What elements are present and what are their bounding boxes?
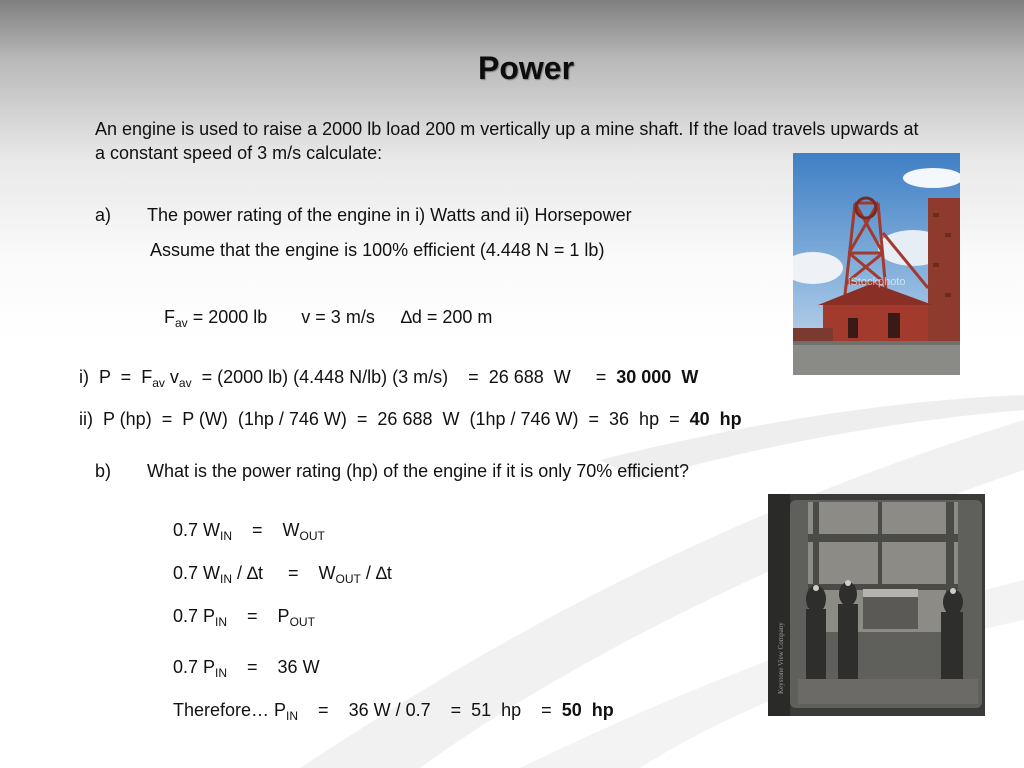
velocity-value: v = 3 m/s	[301, 307, 375, 327]
eq2-left: 0.7 W	[173, 563, 221, 583]
equation-2	[173, 563, 392, 586]
problem-statement: An engine is used to raise a 2000 lb load 200 m vertically up a mine shaft. If the load travels upwards at a constant speed of 3 m/s calculate:	[95, 119, 919, 163]
equation-5	[173, 700, 614, 723]
eq2-end: / ∆t	[360, 563, 392, 583]
answer-70-percent: 50 hp	[561, 700, 614, 720]
eq2-mid: / ∆t = W	[232, 563, 336, 583]
calc-watts-sub1: av	[152, 376, 165, 390]
eq3-mid: = P	[227, 606, 290, 626]
delta-symbol: ∆	[400, 307, 412, 327]
part-b-question: What is the power rating (hp) of the engine if it is only 70% efficient?	[147, 461, 689, 481]
answer-hp: 40 hp	[689, 409, 742, 429]
miners-photo	[768, 494, 985, 716]
eq4-end: = 36 W	[227, 657, 320, 677]
equation-3	[173, 606, 315, 629]
calc-hp-start: ii) P (hp) = P (W) (1hp / 746 W) = 26 688 W (1hp / 746 W) = 36 hp =	[79, 409, 690, 429]
eq5-left: Therefore… P	[173, 700, 287, 720]
eq5-mid: = 36 W / 0.7 = 51 hp =	[298, 700, 562, 720]
calc-watts-sub2: av	[178, 376, 192, 390]
part-a-question: The power rating of the engine in i) Watts and ii) Horsepower	[147, 205, 632, 225]
calc-watts-start: i) P = F	[79, 367, 153, 387]
force-value: = 2000 lb	[187, 307, 268, 327]
watermark-text: iStockphoto	[848, 276, 906, 288]
calc-hp-line	[79, 409, 742, 430]
eq1-left: 0.7 W	[173, 520, 221, 540]
eq1-mid: = W	[232, 520, 300, 540]
equation-4	[173, 657, 320, 680]
eq2-left-sub: IN	[220, 572, 233, 586]
eq3-right-sub: OUT	[289, 615, 315, 629]
eq2-right-sub: OUT	[335, 572, 361, 586]
stereograph-caption: Keystone View Company	[777, 622, 785, 694]
answer-watts: 30 000 W	[616, 367, 699, 387]
calc-watts-mid2: = (2000 lb) (4.448 N/lb) (3 m/s) = 26 688 W =	[191, 367, 617, 387]
force-symbol: F	[164, 307, 175, 327]
part-a-marker: a)	[95, 205, 112, 225]
calc-watts-mid1: v	[164, 367, 179, 387]
givens-line	[164, 307, 492, 330]
headframe-photo	[793, 153, 960, 375]
eq3-left-sub: IN	[215, 615, 228, 629]
eq1-left-sub: IN	[220, 529, 233, 543]
part-b-marker: b)	[95, 461, 112, 481]
eq4-left: 0.7 P	[173, 657, 216, 677]
eq3-left: 0.7 P	[173, 606, 216, 626]
distance-value: d = 200 m	[411, 307, 493, 327]
assumption-note: Assume that the engine is 100% efficient (4.448 N = 1 lb)	[150, 240, 605, 260]
calc-watts-line	[79, 367, 698, 390]
eq5-left-sub: IN	[286, 709, 299, 723]
page-title: Power	[478, 50, 575, 86]
force-sub: av	[175, 316, 188, 330]
equation-1	[173, 520, 325, 543]
eq4-left-sub: IN	[215, 666, 228, 680]
eq1-right-sub: OUT	[299, 529, 325, 543]
